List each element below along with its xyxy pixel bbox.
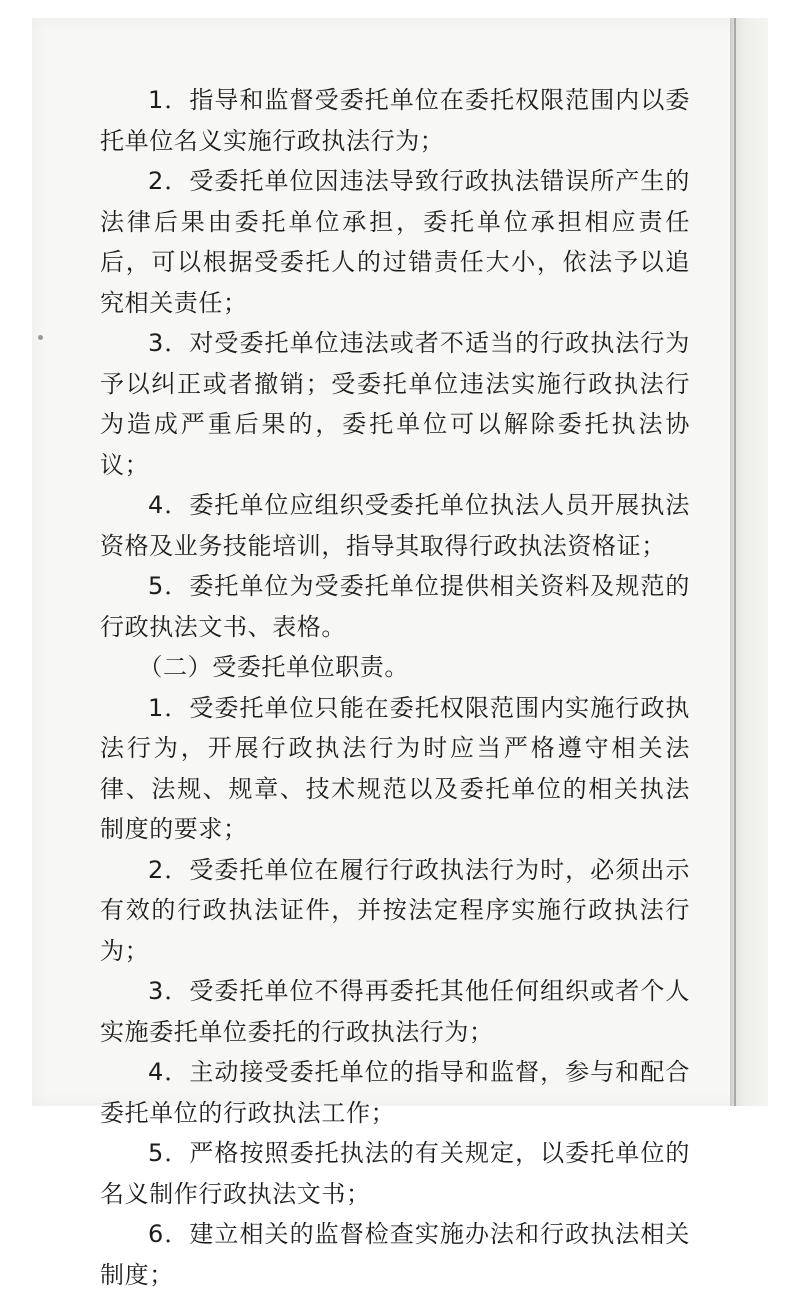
clause-1-5: 5．委托单位为受委托单位提供相关资料及规范的行政执法文书、表格。 xyxy=(100,572,690,641)
scan-speck xyxy=(38,335,43,340)
clause-1-4: 4．委托单位应组织受委托单位执法人员开展执法资格及业务技能培训，指导其取得行政执法资格证； xyxy=(100,491,690,560)
section-two-heading: （二）受委托单位职责。 xyxy=(138,653,409,681)
clause-2-4: 4．主动接受委托单位的指导和监督，参与和配合委托单位的行政执法工作； xyxy=(100,1058,690,1127)
clause-2-6: 6．建立相关的监督检查实施办法和行政执法相关制度； xyxy=(100,1220,690,1289)
clause-1-1: 1．指导和监督受委托单位在委托权限范围内以委托单位名义实施行政执法行为； xyxy=(100,86,690,155)
document-body xyxy=(100,80,690,1295)
page-fold-line xyxy=(734,18,736,1106)
clause-1-3: 3．对受委托单位违法或者不适当的行政执法行为予以纠正或者撤销；受委托单位违法实施行政执法行为造成严重后果的，委托单位可以解除委托执法协议； xyxy=(100,329,690,479)
clause-2-5: 5．严格按照委托执法的有关规定，以委托单位的名义制作行政执法文书； xyxy=(100,1139,690,1208)
clause-1-2: 2．受委托单位因违法导致行政执法错误所产生的法律后果由委托单位承担，委托单位承担相应责任后，可以根据受委托人的过错责任大小，依法予以追究相关责任； xyxy=(100,167,690,317)
clause-2-2: 2．受委托单位在履行行政执法行为时，必须出示有效的行政执法证件，并按法定程序实施行政执法行为； xyxy=(100,855,690,965)
clause-2-1: 1．受委托单位只能在委托权限范围内实施行政执法行为，开展行政执法行为时应当严格遵守相关法律、法规、规章、技术规范以及委托单位的相关执法制度的要求； xyxy=(100,693,690,843)
clause-2-3: 3．受委托单位不得再委托其他任何组织或者个人实施委托单位委托的行政执法行为； xyxy=(100,977,690,1046)
